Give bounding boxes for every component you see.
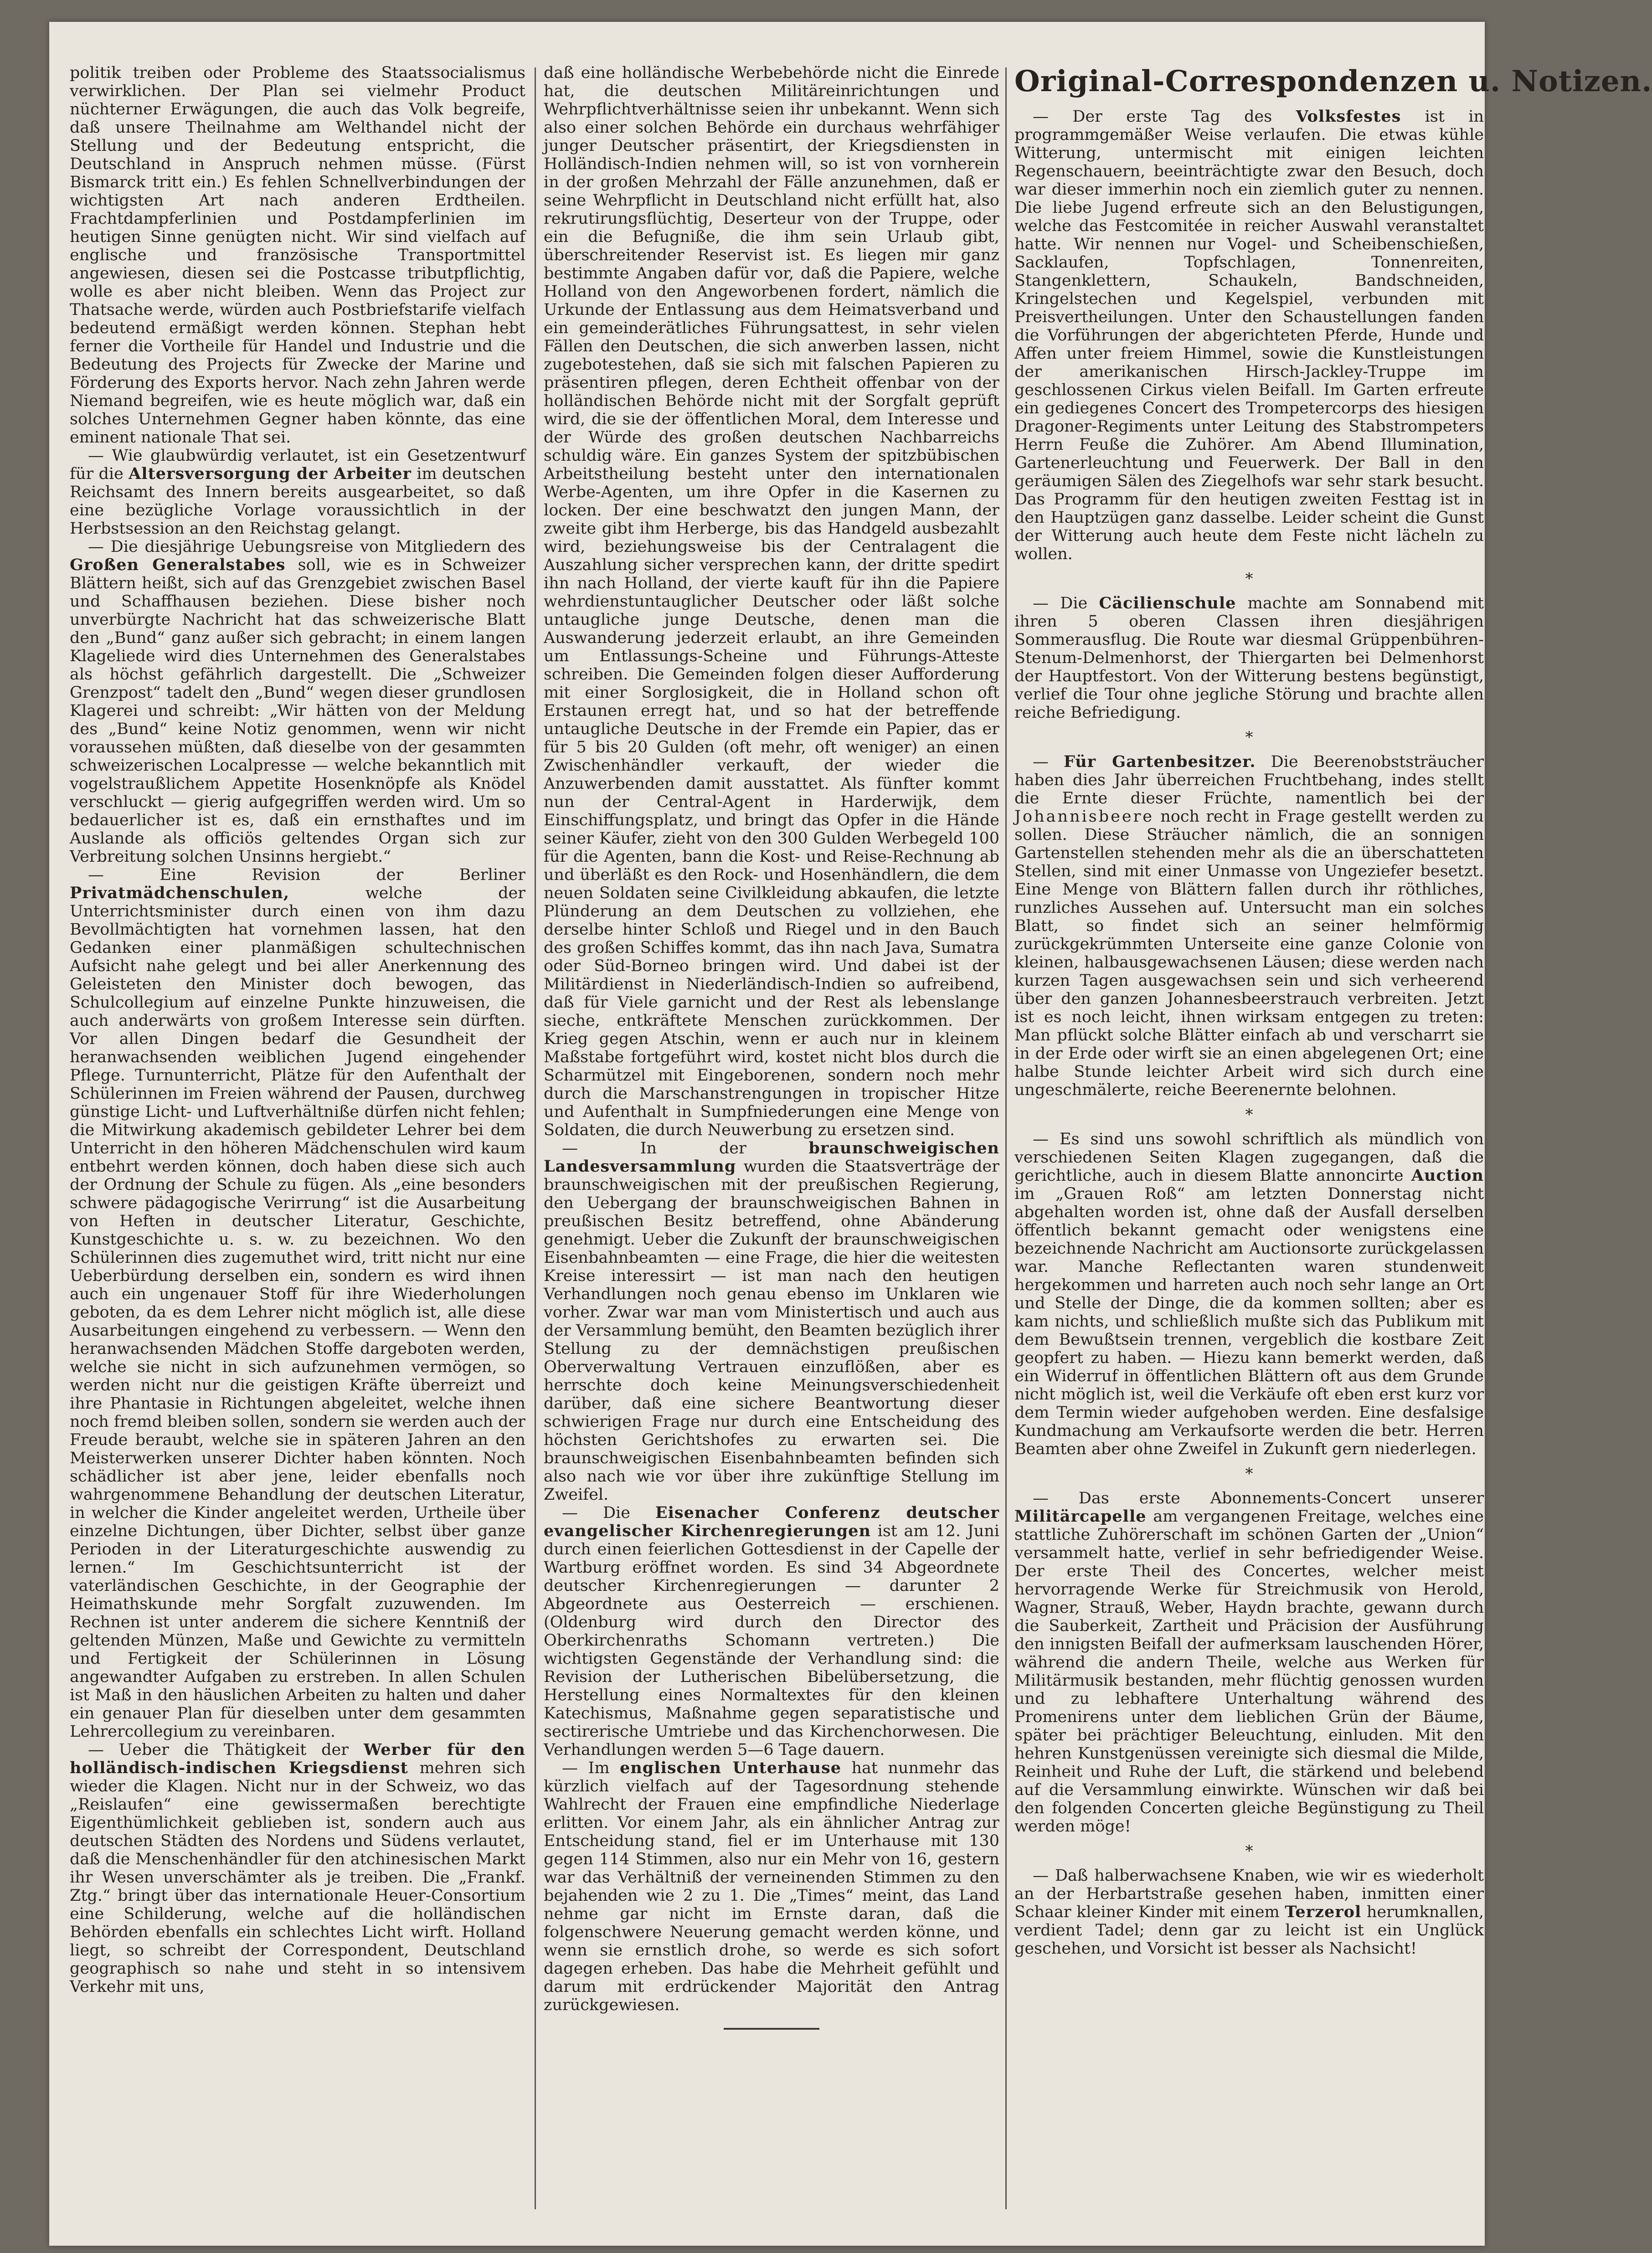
section-heading: Original-Correspondenzen u. Notizen. (1014, 64, 1652, 98)
article-pension: — Wie glaubwürdig verlautet, ist ein Gesetzentwurf für die Altersversorgung der Arbeiter im deutschen Reichsamt des Innern bereits ausgearbeitet, so daß eine bezügliche Vorlage voraussichtlich in der Herbstsession an den Reichstag gelangt. (70, 447, 526, 538)
article-keyword: englischen Unterhause (620, 1759, 841, 1777)
article-gardeners: — Für Gartenbesitzer. Die Beerenobststräucher haben dies Jahr überreichen Fruchtbehang, indes stellt die Ernte dieser Früchte, namentlich bei der Johannisbeere noch recht in Frage gestellt werden zu sollen. Diese Sträucher nämlich, die an sonnigen Gartenstellen stehenden mehr als die an überschatteten Stellen, sind mit einer Unmasse von Ungeziefer besetzt. Eine Menge von Blättern fallen durch ihr röthliches, runzliches Aussehen auf. Untersucht man ein solches Blatt, so findet sich an seiner helmförmig zurückgekrümmten Unterseite eine ganze Colonie von kleinen, halbausgewachsenen Läusen; diese werden nach kurzen Tagen ausgewachsen sein und sich verheerend über den ganzen Johannesbeerstrauch verbreiten. Jetzt ist es noch leicht, ihnen wirksam entgegen zu treten: Man pflückt solche Blätter einfach ab und verscharrt sie in der Erde oder wirft sie an einen abgelegenen Ort; eine halbe Stunde leichter Arbeit wird sich durch eine ungeschmälerte, reiche Beerenernte belohnen. (1014, 752, 1484, 1099)
column-rule (1005, 67, 1007, 2209)
column-2 (544, 64, 999, 2224)
article-keyword: Werber für den holländisch-indischen Kriegsdienst (70, 1740, 525, 1777)
separator-star: * (1245, 570, 1253, 588)
article-house-of-commons: — Im englischen Unterhause hat nunmehr das kürzlich vielfach auf der Tagesordnung stehende Wahlrecht der Frauen eine empfindliche Niederlage erlitten. Vor einem Jahr, als ein ähnlicher Antrag zur Entscheidung stand, fiel er im Unterhause mit 130 gegen 114 Stimmen, also nur ein Mehr von 16, gestern war das Verhältniß der verneinenden Stimmen zu den bejahenden wie 2 zu 1. Die „Times“ meint, das Land nehme gar nicht im Ernste daran, daß die folgenschwere Neuerung gemacht werden könne, und wenn sie ernstlich drohe, so werde es sich sofort dagegen erheben. Das habe die Mehrheit gefühlt und darum mit erdrückender Majorität den Antrag zurückgewiesen. (544, 1759, 1000, 2014)
end-rule (724, 2028, 819, 2030)
article-eisenach-conference: — Die Eisenacher Conferenz deutscher evangelischer Kirchenregierungen ist am 12. Juni durch einen feierlichen Gottesdienst in der Capelle der Wartburg eröffnet worden. Es sind 34 Abgeordnete deutscher Kirchenregierungen — darunter 2 Abgeordnete aus Oesterreich — erschienen. (Oldenburg wird durch den Director des Oberkirchenraths Schomann vertreten.) Die wichtigsten Gegenstände der Verhandlung sind: die Revision der Lutherischen Bibelübersetzung, die Herstellung eines Normaltextes für den kleinen Katechismus, Maßnahme gegen separatistische und sectirerische Umtriebe und das Kirchenchorwesen. Die Verhandlungen werden 5—6 Tage dauern. (544, 1503, 1000, 1759)
article-brunswick-assembly: — In der braunschweigischen Landesversammlung wurden die Staatsverträge der braunschweigischen mit der preußischen Regierung, den Uebergang der braunschweigischen Bahnen in preußischen Besitz betreffend, ohne Abänderung genehmigt. Ueber die Zukunft der braunschweigischen Eisenbahnbeamten — eine Frage, die hier die weitesten Kreise interessirt — ist man nach den heutigen Verhandlungen noch genau ebenso im Unklaren wie vorher. Zwar war man vom Ministertisch und auch aus der Versammlung bemüht, den Beamten bezüglich ihrer Stellung zu der demnächstigen preußischen Oberverwaltung Vertrauen einzuflößen, aber es herrschte doch keine Meinungsverschiedenheit darüber, daß eine sichere Beantwortung dieser schwierigen Frage nur durch eine Entscheidung des höchsten Gerichtshofes zu erwarten sei. Die braunschweigischen Eisenbahnbeamten befinden sich also nach wie vor über ihre zukünftige Stellung im Zweifel. (544, 1139, 999, 1504)
article-auction: — Es sind uns sowohl schriftlich als mündlich von verschiedenen Seiten Klagen zugegangen, daß die gerichtliche, auch in diesem Blatte annoncirte Auction im „Grauen Roß“ am letzten Donnerstag nicht abgehalten worden ist, ohne daß der Ausfall derselben öffentlich bekannt gemacht oder wenigstens eine bezeichnende Nachricht am Auctionsorte zurückgelassen war. Manche Reflectanten waren stundenweit hergekommen und harreten auch noch sehr lange an Ort und Stelle der Dinge, die da kommen sollten; aber es kam nichts, und schließlich mußte sich das Publikum mit dem Bewußtsein trennen, vergeblich die kostbare Zeit geopfert zu haben. — Hiezu kann bemerkt werden, daß ein Widerruf in öffentlichen Blättern oft aus dem Grunde nicht möglich ist, weil die Verkäufe oft eben erst kurz vor dem Termin wieder aufgehoben werden. Eine desfalsige Kundmachung am Verkaufsorte werden die betr. Herren Beamten aber ohne Zweifel in Zukunft gern niederlegen. (1014, 1130, 1484, 1458)
article-keyword: braunschweigischen Landesversammlung (544, 1139, 999, 1176)
separator-star: * (1245, 728, 1253, 746)
article-volksfest: — Der erste Tag des Volksfestes ist in programmgemäßer Weise verlaufen. Die etwas kühle Witterung, untermischt mit einigen leichten Regenschauern, beeinträchtigte zwar den Besuch, doch war dieser immerhin noch ein ziemlich guter zu nennen. Die liebe Jugend erfreute sich an den Belustigungen, welche das Festcomitée in reicher Auswahl veranstaltet hatte. Wir nennen nur Vogel- und Scheibenschießen, Sacklaufen, Topfschlagen, Tonnenreiten, Stangenklettern, Schaukeln, Bandschneiden, Kringelstechen und Kegelspiel, verbunden mit Preisvertheilungen. Unter den Schaustellungen fanden die Vorführungen der abgerichteten Pferde, Hunde und Affen unter freiem Himmel, sowie die Kunstleistungen der amerikanischen Hirsch-Jackley-Truppe im geschlossenen Cirkus vielen Beifall. Im Garten erfreute ein gediegenes Concert des Trompetercorps des hiesigen Dragoner-Regiments unter Leitung des Stabstrompeters Herrn Feuße die Zuhörer. Am Abend Illumination, Gartenerleuchtung und Feuerwerk. Der Ball in den geräumigen Sälen des Ziegelhofs war sehr stark besucht. Das Programm für den heutigen zweiten Festtag ist in den Hauptzügen ganz dasselbe. Leider scheint die Gunst der Witterung auch heute dem Feste nicht lächeln zu wollen. (1014, 107, 1484, 563)
article-girls-schools: — Eine Revision der Berliner Privatmädchenschulen, welche der Unterrichtsminister durch einen von ihm dazu Bevollmächtigten hat vornehmen lassen, hat den Gedanken einer planmäßigen schultechnischen Aufsicht nahe gelegt und bei aller Anerkennung des Geleisteten den Minister doch bewogen, das Schulcollegium auf einzelne Punkte hinzuweisen, die auch anderwärts von großem Interesse sein dürften. Vor allen Dingen bedarf die Gesundheit der heranwachsenden weiblichen Jugend eingehender Pflege. Turnunterricht, Plätze für den Aufenthalt der Schülerinnen im Freien während der Pausen, durchweg günstige Licht- und Luftverhältniße dürfen nicht fehlen; die Mitwirkung akademisch gebildeter Lehrer bei dem Unterricht in den höheren Mädchenschulen wird kaum entbehrt werden können, doch haben diese sich auch der Ordnung der Schule zu fügen. Als „eine besonders schwere pädagogische Verirrung“ ist die Ausarbeitung von Heften in deutscher Literatur, Geschichte, Kunstgeschichte u. s. w. zu bezeichnen. Wo den Schülerinnen dies zugemuthet wird, tritt nicht nur eine Ueberbürdung derselben ein, sondern es wird ihnen auch ein ungenauer Stoff für ihre Wiederholungen geboten, da es dem Lehrer nicht möglich ist, alle diese Ausarbeitungen eingehend zu verbessern. — Wenn den heranwachsenden Mädchen Stoffe dargeboten werden, welche sie nicht in sich aufzunehmen vermögen, so werden nicht nur die geistigen Kräfte überreizt und ihre Phantasie in Richtungen abgeleitet, welche ihnen noch fremd bleiben sollen, sondern sie werden auch der Freude beraubt, welche sie in späteren Jahren an den Meisterwerken unserer Dichter haben könnten. Noch schädlicher ist aber jene, leider ebenfalls noch wahrgenommene Behandlung der deutschen Literatur, in welcher die Kinder angeleitet werden, Urtheile über einzelne Dichtungen, über Dichter, selbst über ganze Perioden in der Literaturgeschichte auswendig zu lernen.“ Im Geschichtsunterricht ist der vaterländischen Geschichte, in der Geographie der Heimathskunde mehr Sorgfalt zuzuwenden. Im Rechnen ist unter anderem die sichere Kenntniß der geltenden Münzen, Maße und Gewichte zu vermitteln und Fertigkeit der Schülerinnen in Lösung angewandter Aufgaben zu erstreben. In allen Schulen ist Maß in den häuslichen Arbeiten zu halten und daher ein genauer Plan für dieselben unter dem gesammten Lehrercollegium zu vereinbaren. (70, 866, 526, 1741)
article-general-staff: — Die diesjährige Uebungsreise von Mitgliedern des Großen Generalstabes soll, wie es in Schweizer Blättern heißt, sich auf das Grenzgebiet zwischen Basel und Schaffhausen beziehen. Diese bisher noch unverbürgte Nachricht hat das schweizerische Blatt den „Bund“ ganz außer sich gebracht; in einem langen Klageliede wird dies Unternehmen des Generalstabes als höchst gefährlich dargestellt. Die „Schweizer Grenzpost“ tadelt den „Bund“ wegen dieser grundlosen Klagerei und schreibt: „Wir hätten von der Meldung des „Bund“ keine Notiz genommen, wenn wir nicht voraussehen müßten, daß dieselbe von der gesammten schweizerischen Localpresse — welche bekanntlich mit vogelstraußlichem Appetite Hosenknöpfe als Knödel verschluckt — gierig aufgegriffen werden wird. Um so bedauerlicher ist es, daß ein ernsthaftes und im Auslande als officiös geltendes Organ sich zur Verbreitung solchen Unsinns hergiebt.“ (70, 538, 526, 866)
article-keyword: Johannisbeere (1014, 808, 1154, 826)
article-keyword: Eisenacher Conferenz deutscher evangelischer Kirchenregierungen (544, 1503, 999, 1540)
article-concert: — Das erste Abonnements-Concert unserer Militärcapelle am vergangenen Freitage, welches eine stattliche Zuhörerschaft im schönen Garten der „Union“ versammelt hatte, verlief in sehr befriedigender Weise. Der erste Theil des Concertes, welcher meist hervorragende Werke für Streichmusik von Herold, Wagner, Strauß, Weber, Haydn brachte, gewann durch die Sauberkeit, Zartheit und Präcision der Ausführung den innigsten Beifall der aufmerksam lauschenden Hörer, während die andern Theile, welche aus Werken für Militärmusik bestanden, mehr flüchtig genossen wurden und zu lebhaftere Unterhaltung während des Promenirens unter dem lieblichen Grün der Bäume, später bei prächtiger Beleuchtung, einluden. Mit den hehren Kunstgenüssen vereinigte sich diesmal die Milde, Reinheit und Ruhe der Luft, die stärkend und belebend auf die Versammlung einwirkte. Wünschen wir daß bei den folgenden Concerten gleiche Begünstigung zu Theil werden möge! (1014, 1489, 1484, 1836)
article-paragraph: politik treiben oder Probleme des Staatssocialismus verwirklichen. Der Plan sei vielmehr Product nüchterner Erwägungen, die auch das Volk begreife, daß unsere Theilnahme am Welthandel nicht der Stellung und der Bedeutung entspricht, die Deutschland in Anspruch nehmen müsse. (Fürst Bismarck tritt ein.) Es fehlen Schnellverbindungen der wichtigsten Art nach anderen Erdtheilen. Frachtdampferlinien und Postdampferlinien im heutigen Sinne genügten nicht. Wir sind vielfach auf englische und französische Transportmittel angewiesen, diesen sei die Postcasse tributpflichtig, wolle es aber nicht bleiben. Wenn das Project zur Thatsache werde, würden auch Postbriefstarife vielfach bedeutend ermäßigt werden können. Stephan hebt ferner die Vortheile für Handel und Industrie und die Bedeutung des Projects für Zwecke der Marine und Förderung des Exports hervor. Nach zehn Jahren werde Niemand begreifen, wie es heute möglich war, daß ein solches Unternehmen Gegner haben könnte, das eine eminent nationale That sei. (70, 64, 525, 447)
article-paragraph: daß eine holländische Werbebehörde nicht die Einrede hat, die deutschen Militäreinrichtungen und Wehrpflichtverhältnisse seien ihr unbekannt. Wenn sich also einer solchen Behörde ein durchaus wehrfähiger junger Deutscher präsentirt, der Kriegsdiensten in Holländisch-Indien nehmen will, so ist von vornherein in der großen Mehrzahl der Fälle anzunehmen, daß er seine Wehrpflicht in Deutschland nicht erfüllt hat, also rekrutirungsflüchtig, Deserteur von der Truppe, oder ein die Befugniße, die ihm sein Urlaub gibt, überschreitender Reservist ist. Es liegen mir ganz bestimmte Angaben dafür vor, daß die Papiere, welche Holland von den Angeworbenen fordert, nämlich die Urkunde der Entlassung aus dem Heimatsverband und ein gemeinderätliches Führungsattest, in sehr vielen Fällen den Deutschen, die sich anwerben lassen, nicht zugebotestehen, daß sie sich mit falschen Papieren zu präsentiren pflegen, deren Echtheit offenbar von der holländischen Behörde nicht mit der Sorgfalt geprüft wird, die sie der öffentlichen Moral, dem Interesse und der Würde des großen deutschen Nachbarreichs schuldig wäre. Ein ganzes System der spitzbübischen Arbeitstheilung besteht unter den internationalen Werbe-Agenten, um ihre Opfer in die Kasernen zu locken. Der eine beschwatzt den jungen Mann, der zweite gibt ihm Herberge, bis das Handgeld ausbezahlt wird, beziehungsweise bis der Centralagent die Auszahlung sicher versprechen kann, der dritte spedirt ihn nach Holland, der vierte kauft für ihn die Papiere wehrdienstuntauglicher Deutscher oder läßt solche untaugliche junge Deutsche, denen man die Auswanderung jederzeit erlaubt, an ihre Gemeinden um Entlassungs-Scheine und Führungs-Atteste schreiben. Die Gemeinden folgen dieser Aufforderung mit einer Sorglosigkeit, die in Holland schon oft Erstaunen erregt hat, und so hat der betreffende untaugliche Deutsche in der Fremde ein Papier, das er für 5 bis 20 Gulden (oft mehr, oft weniger) an einen Zwischenhändler verkauft, der wieder die Anzuwerbenden damit ausstattet. Als fünfter kommt nun der Central-Agent in Harderwijk, dem Einschiffungsplatz, und bringt das Opfer in die Hände seiner Käufer, zieht von den 300 Gulden Werbegeld 100 für die Agenten, bann die Kost- und Reise-Rechnung ab und überläßt es den Rock- und Hosenhändlern, die dem neuen Soldaten seine Civilkleidung abkaufen, die letzte Plünderung an dem Deutschen zu vollziehen, ehe derselbe hinter Schloß und Riegel und in den Bauch des großen Schiffes kommt, das ihn nach Java, Sumatra oder Süd-Borneo bringen wird. Und dabei ist der Militärdienst in Niederländisch-Indien so aufreibend, daß für Viele garnicht und der Rest als lebenslange sieche, entkräftete Menschen zurückkommen. Der Krieg gegen Atschin, wenn er auch nur in kleinem Maßstabe fortgeführt wird, kostet nicht blos durch die Scharmützel mit Eingeborenen, sondern noch mehr durch die Marschanstrengungen in tropischer Hitze und Aufenthalt in Sumpfniederungen eine Menge von Soldaten, die durch Neuwerbung zu ersetzen sind. (544, 64, 999, 1139)
article-keyword: Für Gartenbesitzer. (1064, 752, 1256, 771)
article-caecilienschule: — Die Cäcilienschule machte am Sonnabend mit ihren 5 oberen Classen ihren diesjährigen Sommerausflug. Die Route war diesmal Grüppenbühren-Stenum-Delmenhorst, der Thiergarten bei Delmenhorst der Hauptfestort. Von der Witterung bestens begünstigt, verlief die Tour ohne jegliche Störung und brachte allen reiche Befriedigung. (1014, 594, 1484, 722)
column-1 (70, 64, 525, 2224)
article-keyword: Großen Generalstabes (70, 556, 286, 574)
article-keyword: Militärcapelle (1014, 1507, 1147, 1526)
article-recruiters: — Ueber die Thätigkeit der Werber für den holländisch-indischen Kriegsdienst mehren sich wieder die Klagen. Nicht nur in der Schweiz, wo das „Reislaufen“ eine gewissermaßen berechtigte Eigenthümlichkeit geblieben ist, sondern auch aus deutschen Städten des Nordens und Südens verlautet, daß die Menschenhändler für den atchinesischen Markt ihr Wesen unverschämter als je treiben. Die „Frankf. Ztg.“ bringt über das internationale Heuer-Consortium eine Schilderung, welche auf die holländischen Behörden ebenfalls ein schlechtes Licht wirft. Holland liegt, so schreibt der Correspondent, Deutschland geographisch so nahe und steht in so intensivem Verkehr mit uns, (70, 1740, 525, 1996)
article-keyword: Cäcilienschule (1099, 594, 1236, 612)
article-keyword: Privatmädchenschulen, (70, 884, 289, 902)
article-boys-pistol: — Daß halberwachsene Knaben, wie wir es wiederholt an der Herbartstraße gesehen haben, inmitten einer Schaar kleiner Kinder mit einem Terzerol herumknallen, verdient Tadel; denn gar zu leicht ist ein Unglück geschehen, und Vorsicht ist besser als Nachsicht! (1014, 1867, 1484, 1958)
separator-star: * (1245, 1842, 1253, 1860)
separator-star: * (1245, 1465, 1253, 1483)
newspaper-page (49, 22, 1652, 2246)
separator-star: * (1245, 1106, 1253, 1124)
article-keyword: Terzerol (1285, 1903, 1362, 1921)
column-rule (535, 67, 536, 2209)
article-keyword: Auction (1411, 1166, 1484, 1185)
article-keyword: Altersversorgung der Arbeiter (129, 464, 412, 483)
column-3 (1014, 64, 1652, 2224)
article-keyword: Volksfestes (1296, 107, 1401, 126)
